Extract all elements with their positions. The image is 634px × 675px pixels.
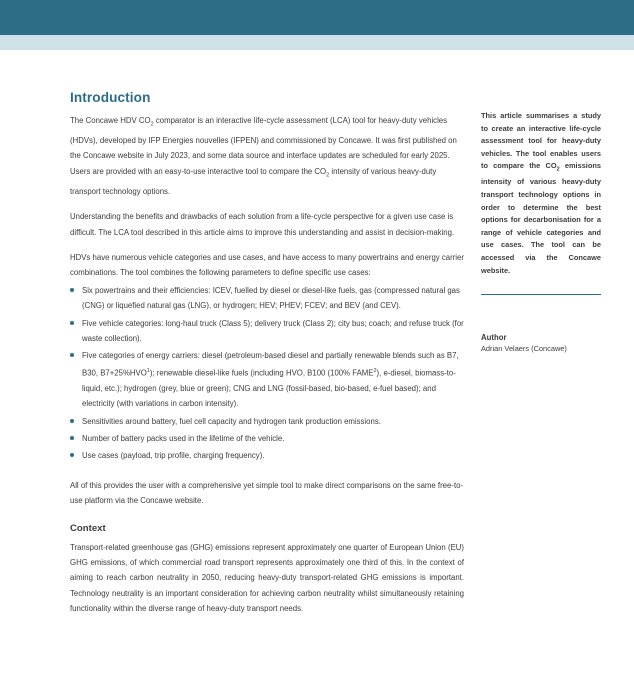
section-title-introduction: Introduction — [70, 90, 151, 105]
intro-p1-subscript: 2 — [150, 121, 154, 128]
intro-paragraph-3: HDVs have numerous vehicle categories and use cases, and have access to many powertrains and energy carrier combinations. The tool combines the following parameters to define specific use cases: — [70, 252, 464, 278]
bullet-icon — [70, 436, 74, 440]
list-item-text: Sensitivities around battery, fuel cell capacity and hydrogen tank production emissions. — [82, 416, 381, 426]
summary-text-a: This article summarises a study to create an interactive life-cycle assessment tool for heavy-duty vehicles. The tool enables users to compare the CO — [481, 111, 601, 171]
list-item-text: Five vehicle categories: long-haul truck (Class 5); delivery truck (Class 2); city bus; coach; and refuse truck (for waste collection). — [82, 318, 464, 343]
list-item-text: Use cases (payload, trip profile, charging frequency). — [82, 451, 265, 461]
list-item-text: Six powertrains and their efficiencies: ICEV, fuelled by diesel or diesel-like fuels, gas (compressed natural gas (CNG) or liquefied natural gas (LNG), or hydrogen; HEV; PHEV; FCEV; and BEV (and CEV). — [82, 285, 460, 311]
list-item — [70, 283, 464, 314]
list-item-text-b: ); renewable diesel-like fuels (including HVO, B100 (100% FAME — [149, 368, 374, 378]
list-item — [70, 348, 464, 411]
section-title-context: Context — [70, 522, 106, 534]
list-item — [70, 316, 464, 347]
list-item-text-c: ), e-diesel, biomass-to-liquid, etc.); hydrogen (grey, blue or green); CNG and LNG (fossil-based, bio-based, e-fuel based); and electricity (with variations in carbon intensity). — [82, 368, 456, 409]
main-column — [70, 90, 464, 625]
list-item-text-a: Five categories of energy carriers: diesel (petroleum-based diesel and partially renewable blends such as B7, B30, B7+25%HVO — [82, 351, 459, 378]
context-paragraph-1: Transport-related greenhouse gas (GHG) emissions represent approximately one quarter of European Union (EU) GHG emissions, of which commercial road transport represents approximately one third of this. In the context of aiming to reach carbon neutrality in 2050, reducing heavy-duty transport-related GHG emissions is important. Technology neutrality is an important consideration for achieving carbon neutrality whilst simultaneously retaining functionality within the diverse range of heavy-duty transport needs. — [70, 542, 464, 614]
footnote-marker: 1 — [146, 367, 150, 374]
bullet-icon — [70, 419, 74, 423]
intro-p1-subscript-2: 2 — [326, 172, 330, 179]
article-summary — [481, 110, 601, 277]
header-band-dark — [0, 0, 634, 35]
intro-paragraph-1 — [70, 113, 464, 199]
list-item — [70, 414, 464, 429]
list-item — [70, 431, 464, 446]
summary-subscript: 2 — [556, 166, 560, 173]
parameter-list — [70, 283, 464, 464]
intro-paragraph-2: Understanding the benefits and drawbacks of each solution from a life-cycle perspective for a given use case is difficult. The LCA tool described in this article aims to improve this understanding and assist in decision-making. — [70, 212, 455, 237]
intro-p1-text-c: intensity of various heavy-duty transport technology options. — [70, 166, 437, 196]
intro-p1-text-a: The Concawe HDV CO — [70, 116, 151, 125]
list-item — [70, 448, 464, 463]
summary-text-b: emissions intensity of various heavy-duty transport technology options in order to determine the best options for decarbonisation for a range of vehicle categories and use cases. The tool can be accessed via the Concawe website. — [481, 161, 601, 275]
author-label: Author — [481, 333, 507, 343]
intro-paragraph-4: All of this provides the user with a comprehensive yet simple tool to make direct comparisons on the same free-to-use platform via the Concawe website. — [70, 480, 464, 506]
header-band — [0, 0, 634, 50]
list-item-text: Number of battery packs used in the lifetime of the vehicle. — [82, 434, 285, 443]
intro-p1-text-b: comparator is an interactive life-cycle assessment (LCA) tool for heavy-duty vehicles (HDVs), developed by IFP Energies nouvelles (IFPEN) and commissioned by Concawe. It was first published on the Concawe website in July 2023, and some data source and interface updates are scheduled for early 2025. Users are provided with an easy-to-use interactive tool to compare the CO — [70, 116, 457, 176]
bullet-icon — [70, 353, 74, 357]
bullet-icon — [70, 288, 74, 292]
bullet-icon — [70, 453, 74, 457]
footnote-marker: 2 — [373, 367, 377, 374]
sidebar — [481, 110, 601, 353]
bullet-icon — [70, 321, 74, 325]
author-name: Adrian Velaers (Concawe) — [481, 344, 567, 354]
